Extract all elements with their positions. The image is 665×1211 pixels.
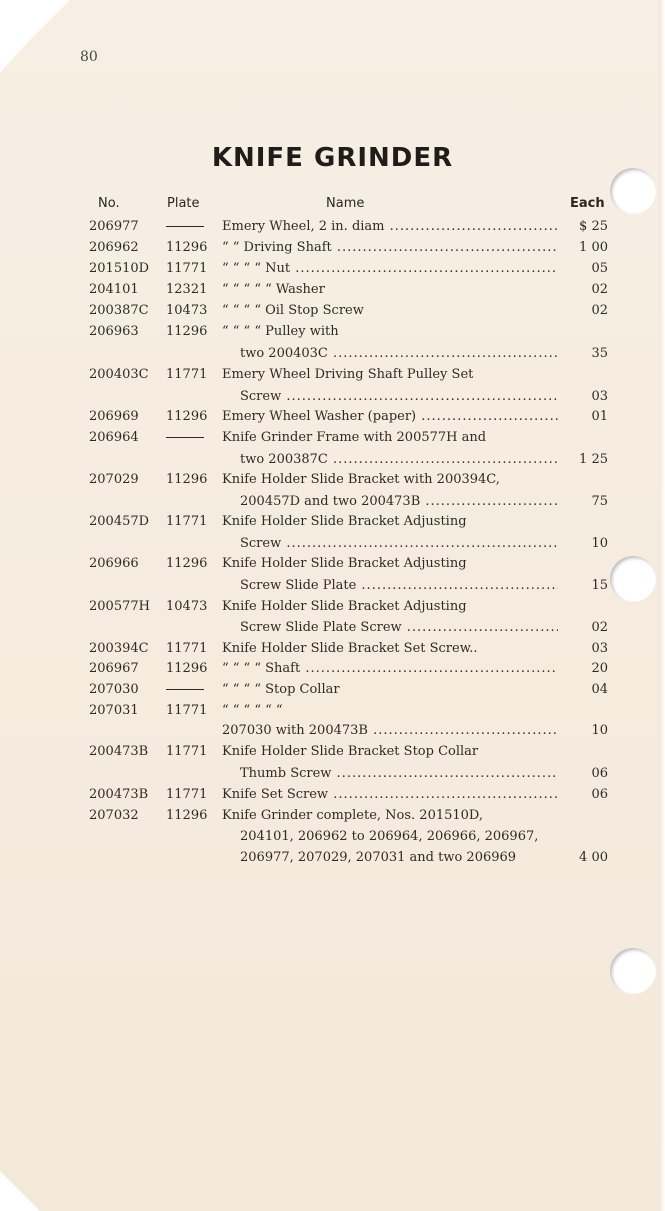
- part-price: 4 00: [579, 850, 608, 865]
- plate-number: 11296: [166, 324, 208, 339]
- part-price: 03: [591, 641, 608, 656]
- part-name: “ “ “ “ Oil Stop Screw: [222, 303, 364, 318]
- part-name: Knife Grinder complete, Nos. 201510D,: [222, 808, 484, 823]
- part-number: 201510D: [89, 261, 150, 276]
- table-row: [0, 321, 665, 342]
- part-price: 06: [591, 766, 608, 781]
- part-name: two 200403C .....: [240, 343, 558, 364]
- part-name: Knife Set Screw .....: [222, 784, 558, 805]
- plate-dash: [166, 437, 204, 438]
- part-number: 200394C: [89, 641, 149, 656]
- part-number: 200473B: [89, 744, 149, 759]
- table-row: [0, 805, 665, 826]
- part-name: Knife Holder Slide Bracket Adjusting: [222, 514, 467, 529]
- part-price: 01: [591, 409, 608, 424]
- part-number: 200457D: [89, 514, 150, 529]
- table-row: [0, 784, 665, 805]
- plate-number: 11771: [166, 367, 208, 382]
- part-name: “ “ “ “ Shaft .....: [222, 658, 558, 679]
- plate-number: 11296: [166, 409, 208, 424]
- table-row: [0, 847, 665, 868]
- plate-dash: [166, 689, 204, 690]
- part-name: Emery Wheel Washer (paper) .....: [222, 406, 558, 427]
- part-name: Emery Wheel Driving Shaft Pulley Set: [222, 367, 474, 382]
- part-price: 05: [591, 261, 608, 276]
- plate-number: 11771: [166, 744, 208, 759]
- part-name: 200457D and two 200473B .....: [240, 491, 558, 512]
- part-price: 04: [591, 682, 608, 697]
- plate-number: 11771: [166, 703, 208, 718]
- part-name: Knife Holder Slide Bracket Set Screw..: [222, 641, 478, 656]
- part-price: 02: [591, 282, 608, 297]
- part-name: Knife Holder Slide Bracket Adjusting: [222, 599, 467, 614]
- table-row: [0, 511, 665, 532]
- part-number: 207029: [89, 472, 139, 487]
- table-row: [0, 575, 665, 596]
- table-row: [0, 427, 665, 448]
- part-number: 206964: [89, 430, 139, 445]
- table-row: [0, 216, 665, 237]
- part-name: “ “ “ “ Nut .....: [222, 258, 558, 279]
- part-name: “ “ Driving Shaft .....: [222, 237, 558, 258]
- part-number: 207031: [89, 703, 139, 718]
- part-number: 200473B: [89, 787, 149, 802]
- part-number: 204101: [89, 282, 139, 297]
- plate-number: 10473: [166, 303, 208, 318]
- table-row: [0, 763, 665, 784]
- table-row: [0, 741, 665, 762]
- plate-number: 11771: [166, 514, 208, 529]
- part-price: 02: [591, 620, 608, 635]
- part-price: 10: [591, 536, 608, 551]
- punch-hole-icon: [610, 948, 656, 994]
- header-name: Name: [326, 196, 365, 211]
- part-price: 20: [591, 661, 608, 676]
- table-row: [0, 720, 665, 741]
- table-row: [0, 237, 665, 258]
- table-row: [0, 826, 665, 847]
- part-price: 03: [591, 389, 608, 404]
- plate-number: 11296: [166, 556, 208, 571]
- table-row: [0, 491, 665, 512]
- table-row: [0, 617, 665, 638]
- plate-number: 11771: [166, 787, 208, 802]
- part-name: Screw .....: [240, 386, 558, 407]
- part-number: 207030: [89, 682, 139, 697]
- part-price: 10: [591, 723, 608, 738]
- part-number: 206963: [89, 324, 139, 339]
- table-row: [0, 658, 665, 679]
- plate-number: 11771: [166, 641, 208, 656]
- table-row: [0, 679, 665, 700]
- plate-dash: [166, 226, 204, 227]
- part-name: Thumb Screw .....: [240, 763, 558, 784]
- header-no: No.: [98, 196, 120, 211]
- part-number: 206962: [89, 240, 139, 255]
- table-row: [0, 406, 665, 427]
- part-price: 06: [591, 787, 608, 802]
- plate-number: 11296: [166, 240, 208, 255]
- part-name: “ “ “ “ “ Washer: [222, 282, 325, 297]
- part-number: 200387C: [89, 303, 149, 318]
- part-price: 1 25: [579, 452, 608, 467]
- table-row: [0, 553, 665, 574]
- table-row: [0, 386, 665, 407]
- header-each: Each: [570, 196, 605, 211]
- table-row: [0, 279, 665, 300]
- plate-number: 10473: [166, 599, 208, 614]
- table-row: [0, 258, 665, 279]
- part-number: 207032: [89, 808, 139, 823]
- table-row: [0, 638, 665, 659]
- part-price: 02: [591, 303, 608, 318]
- part-name: Knife Holder Slide Bracket Adjusting: [222, 556, 467, 571]
- part-price: 35: [591, 346, 608, 361]
- part-number: 206967: [89, 661, 139, 676]
- part-name: 206977, 207029, 207031 and two 206969: [240, 850, 517, 865]
- table-row: [0, 533, 665, 554]
- punch-hole-icon: [610, 168, 656, 214]
- part-number: 206966: [89, 556, 139, 571]
- table-row: [0, 364, 665, 385]
- part-name: “ “ “ “ Pulley with: [222, 324, 339, 339]
- part-number: 206969: [89, 409, 139, 424]
- plate-number: 11296: [166, 808, 208, 823]
- part-name: 204101, 206962 to 206964, 206966, 206967,: [240, 829, 539, 844]
- table-row: [0, 343, 665, 364]
- part-name: Knife Grinder Frame with 200577H and: [222, 430, 487, 445]
- plate-number: 11296: [166, 472, 208, 487]
- part-name: 207030 with 200473B .....: [222, 720, 558, 741]
- part-name: “ “ “ “ “ “: [222, 703, 283, 718]
- part-price: 1 00: [579, 240, 608, 255]
- part-number: 206977: [89, 219, 139, 234]
- table-row: [0, 700, 665, 721]
- part-name: Screw Slide Plate Screw .....: [240, 617, 558, 638]
- part-name: Screw Slide Plate .....: [240, 575, 558, 596]
- part-number: 200577H: [89, 599, 150, 614]
- part-name: Screw .....: [240, 533, 558, 554]
- page-title: KNIFE GRINDER: [211, 143, 454, 173]
- part-name: Knife Holder Slide Bracket Stop Collar: [222, 744, 479, 759]
- plate-number: 12321: [166, 282, 208, 297]
- part-name: Emery Wheel, 2 in. diam .....: [222, 216, 558, 237]
- part-name: two 200387C .....: [240, 449, 558, 470]
- table-row: [0, 300, 665, 321]
- plate-number: 11771: [166, 261, 208, 276]
- table-row: [0, 596, 665, 617]
- part-name: “ “ “ “ Stop Collar: [222, 682, 340, 697]
- table-row: [0, 469, 665, 490]
- table-row: [0, 449, 665, 470]
- part-price: 15: [591, 578, 608, 593]
- part-price: 75: [591, 494, 608, 509]
- part-price: $ 25: [579, 219, 608, 234]
- part-name: Knife Holder Slide Bracket with 200394C,: [222, 472, 500, 487]
- plate-number: 11296: [166, 661, 208, 676]
- header-plate: Plate: [167, 196, 200, 211]
- part-number: 200403C: [89, 367, 149, 382]
- page-number: 80: [80, 49, 98, 65]
